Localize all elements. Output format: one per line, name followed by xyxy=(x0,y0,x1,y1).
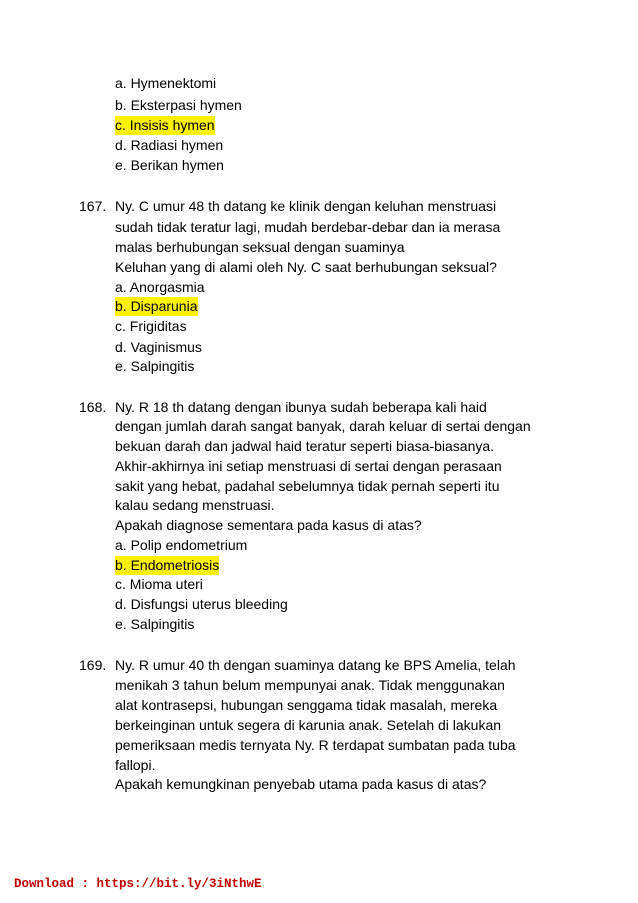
question-number: 169. xyxy=(79,657,107,673)
question-text-line: bekuan darah dan jadwal haid teratur seperti biasa-biasanya. xyxy=(115,438,495,454)
option-c: c. Mioma uteri xyxy=(115,576,203,592)
option-c-highlighted-answer: c. Insisis hymen xyxy=(115,117,215,133)
question-text-line: alat kontrasepsi, hubungan senggama tidak masalah, mereka xyxy=(115,697,498,713)
question-text-line: berkeinginan untuk segera di karunia anak. Setelah di lakukan xyxy=(115,717,502,733)
option-b-highlighted-answer: b. Disparunia xyxy=(115,298,198,314)
question-text-line: Ny. C umur 48 th datang ke klinik dengan keluhan menstruasi xyxy=(115,198,497,214)
option-a: a. Hymenektomi xyxy=(115,75,217,91)
question-text-line: malas berhubungan seksual dengan suaminya xyxy=(115,239,405,255)
question-text-line: Akhir-akhirnya ini setiap menstruasi di sertai dengan perasaan xyxy=(115,458,502,474)
question-text-line: fallopi. xyxy=(115,757,156,773)
question-text-line: Apakah kemungkinan penyebab utama pada kasus di atas? xyxy=(115,776,487,792)
question-text-line: Keluhan yang di alami oleh Ny. C saat berhubungan seksual? xyxy=(115,259,497,275)
question-text-line: dengan jumlah darah sangat banyak, darah keluar di sertai dengan xyxy=(115,418,531,434)
option-a: a. Anorgasmia xyxy=(115,279,205,295)
option-c: c. Frigiditas xyxy=(115,318,187,334)
option-e: e. Salpingitis xyxy=(115,616,195,632)
question-text-line: Apakah diagnose sementara pada kasus di atas? xyxy=(115,517,422,533)
question-text-line: Ny. R umur 40 th dengan suaminya datang ke BPS Amelia, telah xyxy=(115,657,516,673)
question-text-line: Ny. R 18 th datang dengan ibunya sudah beberapa kali haid xyxy=(115,399,487,415)
option-d: d. Radiasi hymen xyxy=(115,137,224,153)
option-a: a. Polip endometrium xyxy=(115,537,248,553)
option-e: e. Berikan hymen xyxy=(115,157,224,173)
question-text-line: menikah 3 tahun belum mempunyai anak. Tidak menggunakan xyxy=(115,677,505,693)
option-b-highlighted-answer: b. Endometriosis xyxy=(115,557,220,573)
question-text-line: sudah tidak teratur lagi, mudah berdebar-debar dan ia merasa xyxy=(115,219,501,235)
question-text-line: sakit yang hebat, padahal sebelumnya tidak pernah seperti itu xyxy=(115,478,500,494)
question-number: 168. xyxy=(79,399,107,415)
option-b: b. Eksterpasi hymen xyxy=(115,97,242,113)
option-d: d. Disfungsi uterus bleeding xyxy=(115,596,288,612)
download-link[interactable]: Download : https://bit.ly/3iNthwE xyxy=(14,877,262,891)
option-e: e. Salpingitis xyxy=(115,358,195,374)
question-text-line: pemeriksaan medis ternyata Ny. R terdapat sumbatan pada tuba xyxy=(115,737,516,753)
option-d: d. Vaginismus xyxy=(115,339,202,355)
question-text-line: kalau sedang menstruasi. xyxy=(115,497,275,513)
question-number: 167. xyxy=(79,198,107,214)
